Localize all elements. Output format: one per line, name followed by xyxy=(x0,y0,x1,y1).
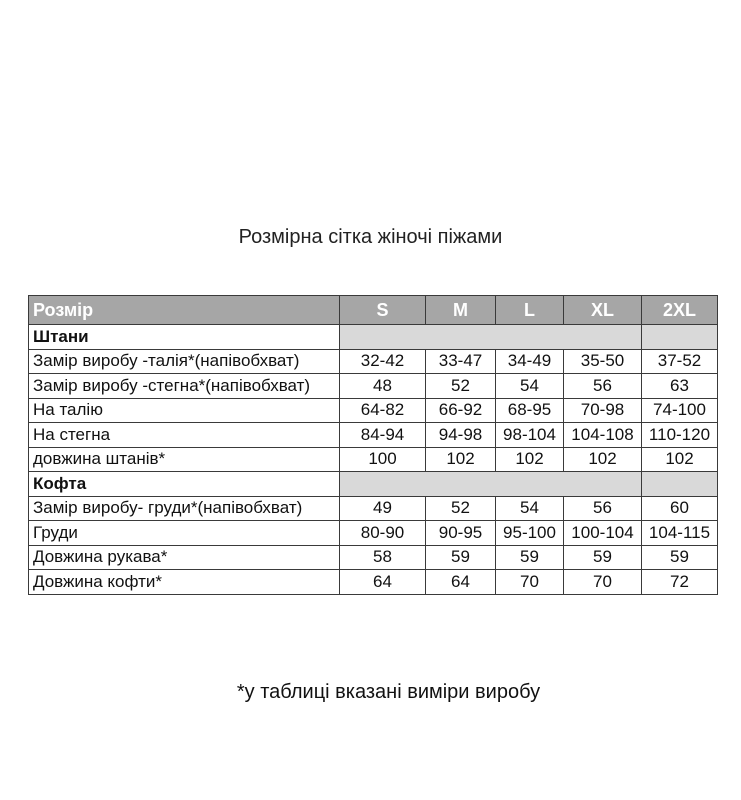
measurement-value: 102 xyxy=(496,447,564,472)
measurement-value: 98-104 xyxy=(496,423,564,448)
measurement-value: 102 xyxy=(642,447,718,472)
section-title: Кофта xyxy=(29,472,340,497)
measurement-value: 54 xyxy=(496,496,564,521)
table-row xyxy=(29,545,718,570)
measurement-value: 52 xyxy=(426,496,496,521)
measurement-value: 60 xyxy=(642,496,718,521)
measurement-value: 66-92 xyxy=(426,398,496,423)
measurement-value: 68-95 xyxy=(496,398,564,423)
header-size-s: S xyxy=(340,296,426,325)
measurement-value: 37-52 xyxy=(642,349,718,374)
measurement-value: 90-95 xyxy=(426,521,496,546)
measurement-value: 100 xyxy=(340,447,426,472)
measurement-label: Груди xyxy=(29,521,340,546)
table-row xyxy=(29,374,718,399)
measurement-value: 49 xyxy=(340,496,426,521)
page-title: Розмірна сітка жіночі піжами xyxy=(238,226,503,248)
measurement-value: 104-115 xyxy=(642,521,718,546)
measurement-value: 84-94 xyxy=(340,423,426,448)
measurement-value: 70-98 xyxy=(564,398,642,423)
measurement-value: 64-82 xyxy=(340,398,426,423)
section-filler xyxy=(642,472,718,497)
measurement-value: 59 xyxy=(642,545,718,570)
measurement-label: Довжина рукава* xyxy=(29,545,340,570)
measurement-value: 72 xyxy=(642,570,718,595)
section-filler xyxy=(340,325,642,350)
measurement-value: 64 xyxy=(426,570,496,595)
table-header-row xyxy=(29,296,718,325)
measurement-value: 63 xyxy=(642,374,718,399)
measurement-label: Замір виробу- груди*(напівобхват) xyxy=(29,496,340,521)
header-size-xl: XL xyxy=(564,296,642,325)
measurement-value: 58 xyxy=(340,545,426,570)
section-title: Штани xyxy=(29,325,340,350)
measurement-label: Замір виробу -стегна*(напівобхват) xyxy=(29,374,340,399)
measurement-value: 35-50 xyxy=(564,349,642,374)
measurement-value: 94-98 xyxy=(426,423,496,448)
measurement-label: Замір виробу -талія*(напівобхват) xyxy=(29,349,340,374)
measurement-value: 32-42 xyxy=(340,349,426,374)
measurement-value: 33-47 xyxy=(426,349,496,374)
measurement-value: 70 xyxy=(564,570,642,595)
table-row xyxy=(29,570,718,595)
measurement-label: Довжина кофти* xyxy=(29,570,340,595)
table-row xyxy=(29,521,718,546)
table-row xyxy=(29,496,718,521)
table-row xyxy=(29,349,718,374)
measurement-value: 54 xyxy=(496,374,564,399)
measurement-value: 59 xyxy=(564,545,642,570)
table-row xyxy=(29,447,718,472)
measurement-value: 59 xyxy=(426,545,496,570)
measurement-value: 52 xyxy=(426,374,496,399)
header-size-label: Розмір xyxy=(29,296,340,325)
measurement-value: 64 xyxy=(340,570,426,595)
table-row xyxy=(29,398,718,423)
table-row xyxy=(29,423,718,448)
measurement-label: довжина штанів* xyxy=(29,447,340,472)
measurement-value: 34-49 xyxy=(496,349,564,374)
measurement-value: 95-100 xyxy=(496,521,564,546)
measurement-value: 104-108 xyxy=(564,423,642,448)
header-size-l: L xyxy=(496,296,564,325)
measurement-label: На талію xyxy=(29,398,340,423)
measurement-value: 80-90 xyxy=(340,521,426,546)
measurement-value: 56 xyxy=(564,374,642,399)
section-row xyxy=(29,325,718,350)
measurement-value: 56 xyxy=(564,496,642,521)
measurement-value: 100-104 xyxy=(564,521,642,546)
measurement-value: 102 xyxy=(426,447,496,472)
measurement-value: 70 xyxy=(496,570,564,595)
footnote: *у таблиці вказані виміри виробу xyxy=(236,681,541,703)
measurement-value: 102 xyxy=(564,447,642,472)
section-filler xyxy=(642,325,718,350)
header-size-2xl: 2XL xyxy=(642,296,718,325)
header-size-m: M xyxy=(426,296,496,325)
measurement-value: 110-120 xyxy=(642,423,718,448)
section-filler xyxy=(340,472,642,497)
measurement-label: На стегна xyxy=(29,423,340,448)
measurement-value: 59 xyxy=(496,545,564,570)
measurement-value: 48 xyxy=(340,374,426,399)
section-row xyxy=(29,472,718,497)
size-chart-table xyxy=(28,295,718,595)
measurement-value: 74-100 xyxy=(642,398,718,423)
